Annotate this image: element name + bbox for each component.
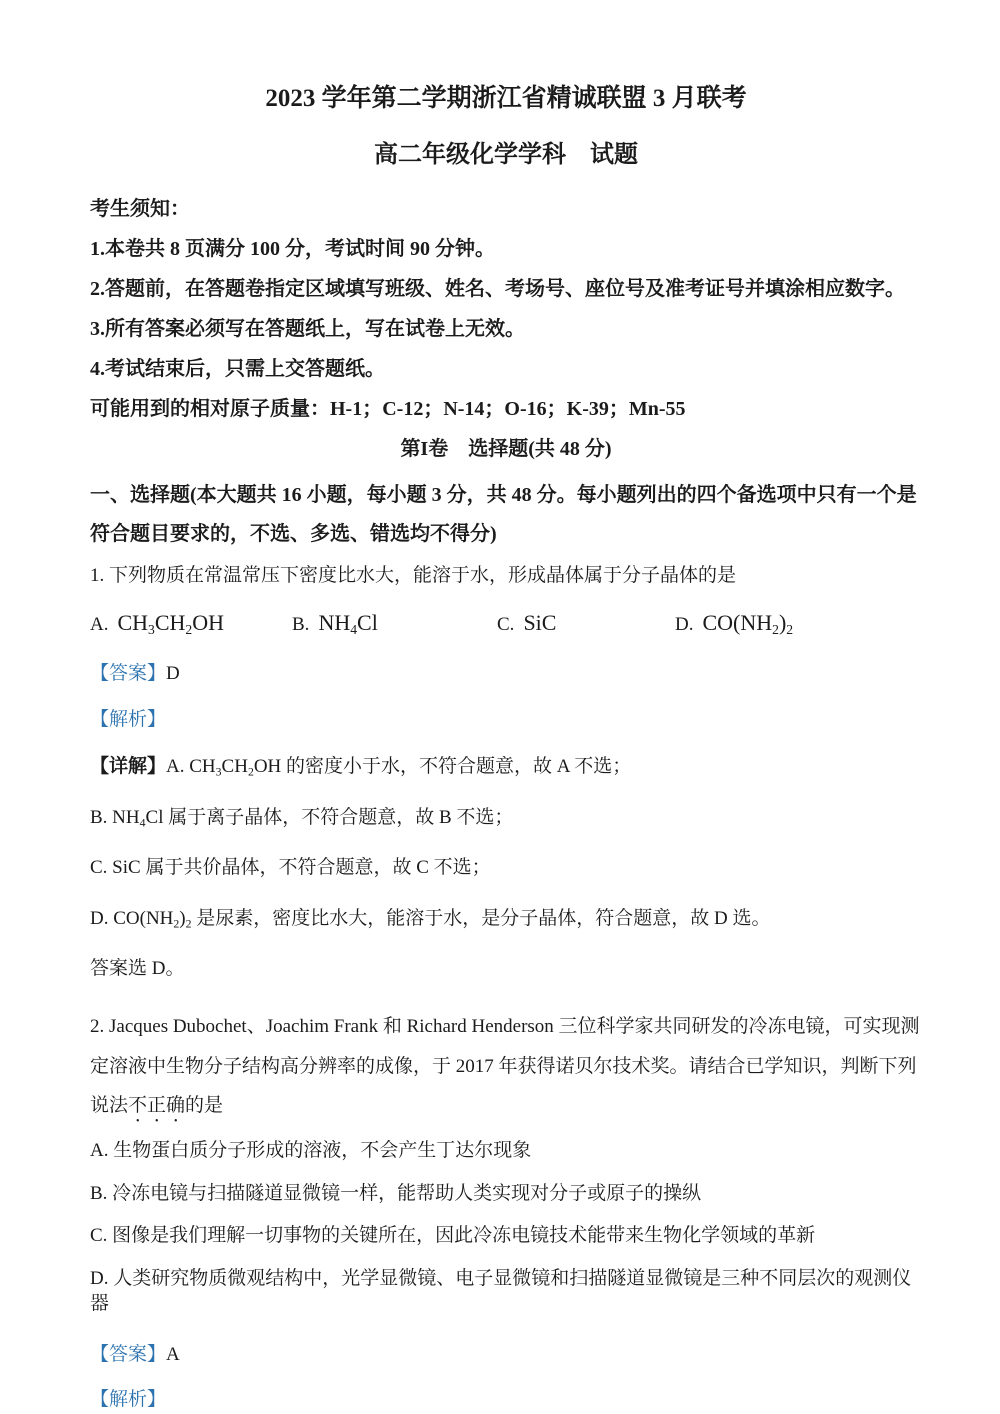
option-key: B. xyxy=(292,614,310,636)
option-key: D. xyxy=(675,614,694,636)
option-formula: $CO(NH_2)_2$ xyxy=(702,610,794,638)
detail-label: 【详解】 xyxy=(90,755,167,777)
option-key: C. xyxy=(497,614,515,636)
question2-option-b: B. 冷冻电镜与扫描隧道显微镜一样，能帮助人类实现对分子或原子的操纵 xyxy=(90,1182,702,1204)
question1-detail-b: B. $NH_4Cl$ 属于离子晶体，不符合题意，故 B 不选； xyxy=(90,806,514,829)
answer-label: 【答案】 xyxy=(90,663,167,685)
question2-option-d: D. 人类研究物质微观结构中，光学显微镜、电子显微镜和扫描隧道显微镜是三种不同层次的观测仪器 xyxy=(90,1268,912,1314)
analysis-label: 【解析】 xyxy=(90,709,167,731)
exam-title: 2023 学年第二学期浙江省精诚联盟 3 月联考 xyxy=(265,85,747,112)
option-formula: SiC xyxy=(523,610,557,636)
question1-detail-d: D. $CO(NH_2)_2$ 是尿素，密度比水大，能溶于水，是分子晶体，符合题意，故 D 选。 xyxy=(90,907,771,931)
emphasized-text: 不正确 xyxy=(128,1095,186,1117)
question1-detail-a xyxy=(90,754,922,780)
notice-heading: 考生须知： xyxy=(90,197,190,220)
question1-answer-line xyxy=(90,662,922,687)
question2-option-c: C. 图像是我们理解一切事物的关键所在，因此冷冻电镜技术能带来生物化学领域的革新 xyxy=(90,1225,816,1247)
question1-detail-c: C. SiC 属于共价晶体，不符合题意，故 C 不选； xyxy=(90,857,491,879)
question1-stem: 1. 下列物质在常温常压下密度比水大，能溶于水，形成晶体属于分子晶体的是 xyxy=(90,564,737,586)
notice-item-1: 1.本卷共 8 页满分 100 分，考试时间 90 分钟。 xyxy=(90,237,495,260)
detail-text: A. $CH_3CH_2OH$ 的密度小于水，不符合题意，故 A 不选； xyxy=(166,755,632,779)
question2-analysis-line xyxy=(90,1388,922,1413)
answer-value: D xyxy=(166,663,180,685)
question1-analysis-line xyxy=(90,708,922,733)
option-key: A. xyxy=(90,614,109,636)
question2-option-a: A. 生物蛋白质分子形成的溶液，不会产生丁达尔现象 xyxy=(90,1140,532,1162)
atomic-masses-line: 可能用到的相对原子质量：H-1；C-12；N-14；O-16；K-39；Mn-55 xyxy=(90,397,686,420)
question1-conclusion: 答案选 D。 xyxy=(90,958,185,980)
notice-item-3: 3.所有答案必须写在答题纸上，写在试卷上无效。 xyxy=(90,317,525,340)
question2-stem-tail: 的是 xyxy=(185,1095,224,1117)
analysis-label: 【解析】 xyxy=(90,1389,167,1411)
section1-instruction: 一、选择题(本大题共 16 小题，每小题 3 分，共 48 分。每小题列出的四个备选项中只有一个是符合题目要求的，不选、多选、错选均不得分) xyxy=(90,483,917,545)
notice-section xyxy=(90,197,922,421)
option-formula: $CH_3CH_2OH$ xyxy=(117,610,225,638)
question1-option-a xyxy=(90,610,292,636)
question2-answer-line xyxy=(90,1343,922,1368)
question1-option-c xyxy=(497,610,675,636)
question2-stem xyxy=(90,1007,922,1127)
question1-option-d xyxy=(675,610,922,636)
notice-item-4: 4.考试结束后，只需上交答题纸。 xyxy=(90,357,385,380)
answer-label: 【答案】 xyxy=(90,1343,167,1365)
part1-header: 第I卷 选择题(共 48 分) xyxy=(400,437,612,460)
question1-option-b xyxy=(292,610,497,636)
exam-subtitle: 高二年级化学学科 试题 xyxy=(374,142,638,168)
question1-options xyxy=(90,610,922,636)
notice-item-2: 2.答题前，在答题卷指定区域填写班级、姓名、考场号、座位号及准考证号并填涂相应数字。 xyxy=(90,277,905,300)
answer-value: A xyxy=(166,1343,180,1365)
question2-stem-text: 2. Jacques Dubochet、Joachim Frank 和 Richard Henderson 三位科学家共同研发的冷冻电镜，可实现测定溶液中生物分子结构高分辨率的成像，于 2017 年获得诺贝尔技术奖。请结合已学知识，判断下列说法 xyxy=(90,1016,920,1117)
option-formula: $NH_4Cl$ xyxy=(318,610,378,638)
